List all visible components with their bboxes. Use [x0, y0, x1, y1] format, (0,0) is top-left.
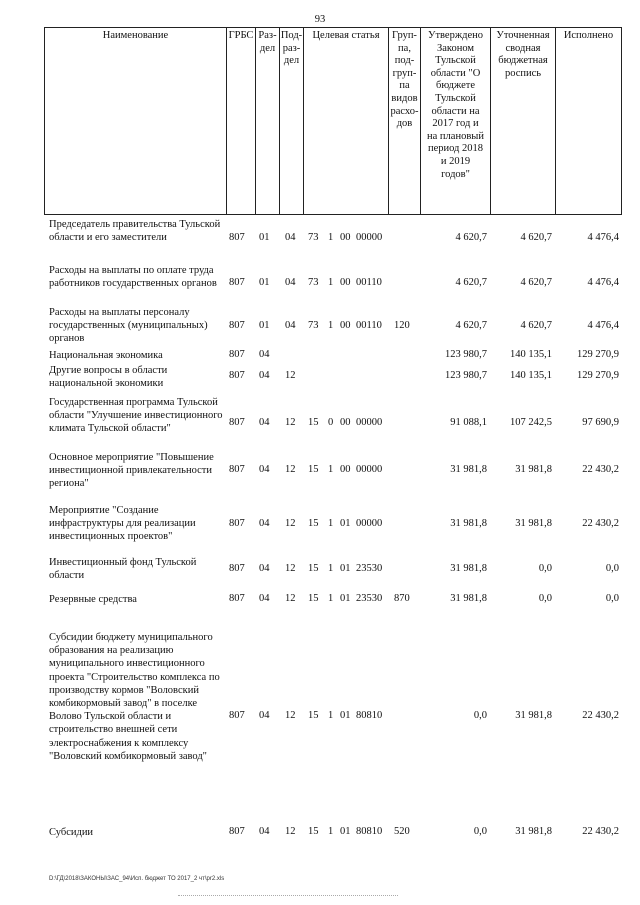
- cell-t1: 15: [308, 826, 319, 837]
- header-approved: Утверждено Законом Тульской области "О бюджете Тульской области на 2017 год и на плановый период 2018 и 2019 годов": [427, 30, 484, 180]
- cell-executed: 4 476,4: [587, 320, 619, 331]
- cell-t3: 00: [340, 320, 351, 331]
- cell-refined: 4 620,7: [520, 232, 552, 243]
- row-name: Инвестиционный фонд Тульской области: [49, 557, 197, 582]
- cell-t4: 80810: [356, 826, 383, 837]
- scan-artifact: [178, 895, 398, 899]
- cell-executed: 22 430,2: [582, 826, 619, 837]
- cell-t2: 1: [328, 518, 334, 529]
- header-grbs-cell: [226, 27, 255, 215]
- cell-grbs: 807: [229, 370, 245, 381]
- cell-t3: 01: [340, 563, 351, 574]
- cell-executed: 4 476,4: [587, 232, 619, 243]
- cell-t3: 01: [340, 518, 351, 529]
- cell-grbs: 807: [229, 277, 245, 288]
- cell-t4: 00000: [356, 232, 383, 243]
- cell-razdel: 04: [259, 826, 270, 837]
- cell-t3: 00: [340, 277, 351, 288]
- cell-razdel: 04: [259, 518, 270, 529]
- row-name: Резервные средства: [49, 594, 137, 605]
- row-name: Субсидии бюджету муниципального образования на реализацию муниципального инвестиционного проекта "Строительство комплекса по производству кормов "Воловский комбикормовый завод" в поселке Волово Тульской области и строительство внешней сети электроснабжения к комплексу "Воловский комбикормовый завод": [49, 632, 220, 762]
- cell-refined: 4 620,7: [520, 320, 552, 331]
- cell-razdel: 04: [259, 349, 270, 360]
- cell-t3: 00: [340, 464, 351, 475]
- header-executed: Исполнено: [563, 30, 614, 41]
- cell-razdel: 04: [259, 563, 270, 574]
- cell-t4: 00000: [356, 518, 383, 529]
- cell-approved: 31 981,8: [450, 464, 487, 475]
- cell-executed: 0,0: [605, 563, 619, 574]
- cell-razdel: 04: [259, 417, 270, 428]
- cell-razdel: 04: [259, 710, 270, 721]
- cell-podrazdel: 04: [285, 320, 296, 331]
- cell-t1: 15: [308, 518, 319, 529]
- header-razdel-cell: [255, 27, 279, 215]
- cell-t4: 23530: [356, 563, 383, 574]
- file-path-footer: D:\ГД\2018\ЗАКОНЫ\ЗАС_94\Исп. бюджет ТО 2017_2 чт\pr2.xls: [49, 876, 225, 882]
- cell-refined: 140 135,1: [510, 349, 552, 360]
- cell-approved: 4 620,7: [455, 277, 487, 288]
- cell-group: 120: [394, 320, 410, 331]
- cell-executed: 22 430,2: [582, 710, 619, 721]
- row-name: Субсидии: [49, 827, 94, 838]
- header-executed-cell: [555, 27, 622, 215]
- row-name: Государственная программа Тульской области "Улучшение инвестиционного климата Тульской области": [49, 397, 223, 435]
- row-name: Расходы на выплаты персоналу государственных (муниципальных) органов: [49, 307, 208, 345]
- cell-t4: 00000: [356, 464, 383, 475]
- cell-grbs: 807: [229, 464, 245, 475]
- cell-t2: 1: [328, 710, 334, 721]
- row-name: Председатель правительства Тульской области и его заместители: [49, 219, 221, 244]
- cell-executed: 129 270,9: [577, 349, 619, 360]
- cell-t3: 00: [340, 232, 351, 243]
- cell-podrazdel: 12: [285, 710, 296, 721]
- row-name: Другие вопросы в области национальной экономики: [49, 365, 168, 390]
- cell-approved: 31 981,8: [450, 593, 487, 604]
- cell-t3: 00: [340, 417, 351, 428]
- cell-t1: 73: [308, 277, 319, 288]
- cell-podrazdel: 12: [285, 417, 296, 428]
- cell-podrazdel: 12: [285, 518, 296, 529]
- cell-podrazdel: 12: [285, 563, 296, 574]
- cell-razdel: 04: [259, 464, 270, 475]
- cell-t1: 15: [308, 417, 319, 428]
- cell-refined: 0,0: [538, 593, 552, 604]
- cell-podrazdel: 12: [285, 464, 296, 475]
- cell-t2: 1: [328, 320, 334, 331]
- cell-razdel: 04: [259, 370, 270, 381]
- header-podrazdel-cell: [279, 27, 303, 215]
- cell-t1: 15: [308, 710, 319, 721]
- cell-t1: 73: [308, 232, 319, 243]
- cell-approved: 31 981,8: [450, 563, 487, 574]
- cell-grbs: 807: [229, 518, 245, 529]
- cell-refined: 107 242,5: [510, 417, 552, 428]
- cell-t1: 15: [308, 464, 319, 475]
- cell-refined: 4 620,7: [520, 277, 552, 288]
- cell-refined: 31 981,8: [515, 710, 552, 721]
- cell-executed: 0,0: [605, 593, 619, 604]
- cell-grbs: 807: [229, 417, 245, 428]
- header-target: Целевая статья: [312, 30, 380, 41]
- cell-t2: 1: [328, 277, 334, 288]
- cell-grbs: 807: [229, 349, 245, 360]
- header-razdel: Раз- дел: [258, 30, 277, 54]
- cell-t3: 01: [340, 826, 351, 837]
- cell-t2: 1: [328, 232, 334, 243]
- header-name: Наименование: [102, 30, 169, 41]
- cell-grbs: 807: [229, 710, 245, 721]
- cell-podrazdel: 12: [285, 826, 296, 837]
- header-target-cell: [303, 27, 388, 215]
- cell-group: 870: [394, 593, 410, 604]
- cell-t2: 1: [328, 464, 334, 475]
- cell-refined: 0,0: [538, 563, 552, 574]
- header-approved-cell: [420, 27, 490, 215]
- cell-t2: 1: [328, 593, 334, 604]
- cell-t4: 80810: [356, 710, 383, 721]
- cell-podrazdel: 12: [285, 593, 296, 604]
- row-name: Расходы на выплаты по оплате труда работников государственных органов: [49, 265, 217, 290]
- cell-executed: 4 476,4: [587, 277, 619, 288]
- header-grbs: ГРБС: [228, 30, 254, 41]
- header-podrazdel: Под- раз- дел: [280, 30, 303, 67]
- cell-podrazdel: 12: [285, 370, 296, 381]
- cell-grbs: 807: [229, 826, 245, 837]
- cell-executed: 129 270,9: [577, 370, 619, 381]
- cell-t4: 00110: [356, 320, 382, 331]
- cell-approved: 123 980,7: [445, 349, 487, 360]
- cell-t4: 00110: [356, 277, 382, 288]
- cell-refined: 31 981,8: [515, 826, 552, 837]
- cell-razdel: 04: [259, 593, 270, 604]
- cell-t1: 15: [308, 593, 319, 604]
- row-name: Основное мероприятие "Повышение инвестиционной привлекательности региона": [49, 452, 214, 490]
- cell-refined: 31 981,8: [515, 464, 552, 475]
- header-name-cell: [44, 27, 226, 215]
- cell-approved: 91 088,1: [450, 417, 487, 428]
- cell-podrazdel: 04: [285, 277, 296, 288]
- cell-t2: 1: [328, 563, 334, 574]
- cell-executed: 22 430,2: [582, 464, 619, 475]
- cell-refined: 140 135,1: [510, 370, 552, 381]
- cell-podrazdel: 04: [285, 232, 296, 243]
- cell-grbs: 807: [229, 563, 245, 574]
- cell-refined: 31 981,8: [515, 518, 552, 529]
- header-refined: Уточненная сводная бюджетная роспись: [496, 30, 550, 79]
- cell-approved: 4 620,7: [455, 320, 487, 331]
- cell-group: 520: [394, 826, 410, 837]
- cell-grbs: 807: [229, 320, 245, 331]
- cell-t1: 15: [308, 563, 319, 574]
- cell-executed: 97 690,9: [582, 417, 619, 428]
- cell-approved: 0,0: [473, 826, 487, 837]
- cell-t2: 0: [328, 417, 334, 428]
- header-refined-cell: [490, 27, 555, 215]
- cell-t3: 01: [340, 710, 351, 721]
- cell-approved: 0,0: [473, 710, 487, 721]
- header-group-cell: [388, 27, 420, 215]
- cell-t2: 1: [328, 826, 334, 837]
- page-number: 93: [314, 14, 326, 25]
- cell-razdel: 01: [259, 232, 270, 243]
- cell-t4: 23530: [356, 593, 383, 604]
- cell-t1: 73: [308, 320, 319, 331]
- row-name: Национальная экономика: [49, 350, 163, 361]
- cell-razdel: 01: [259, 277, 270, 288]
- cell-grbs: 807: [229, 593, 245, 604]
- cell-t4: 00000: [356, 417, 383, 428]
- cell-grbs: 807: [229, 232, 245, 243]
- cell-approved: 4 620,7: [455, 232, 487, 243]
- cell-razdel: 01: [259, 320, 270, 331]
- row-name: Мероприятие "Создание инфраструктуры для реализации инвестиционных проектов": [49, 505, 196, 543]
- cell-executed: 22 430,2: [582, 518, 619, 529]
- cell-approved: 31 981,8: [450, 518, 487, 529]
- header-group: Груп- па, под- груп- па видов расхо- дов: [390, 30, 419, 130]
- cell-t3: 01: [340, 593, 351, 604]
- cell-approved: 123 980,7: [445, 370, 487, 381]
